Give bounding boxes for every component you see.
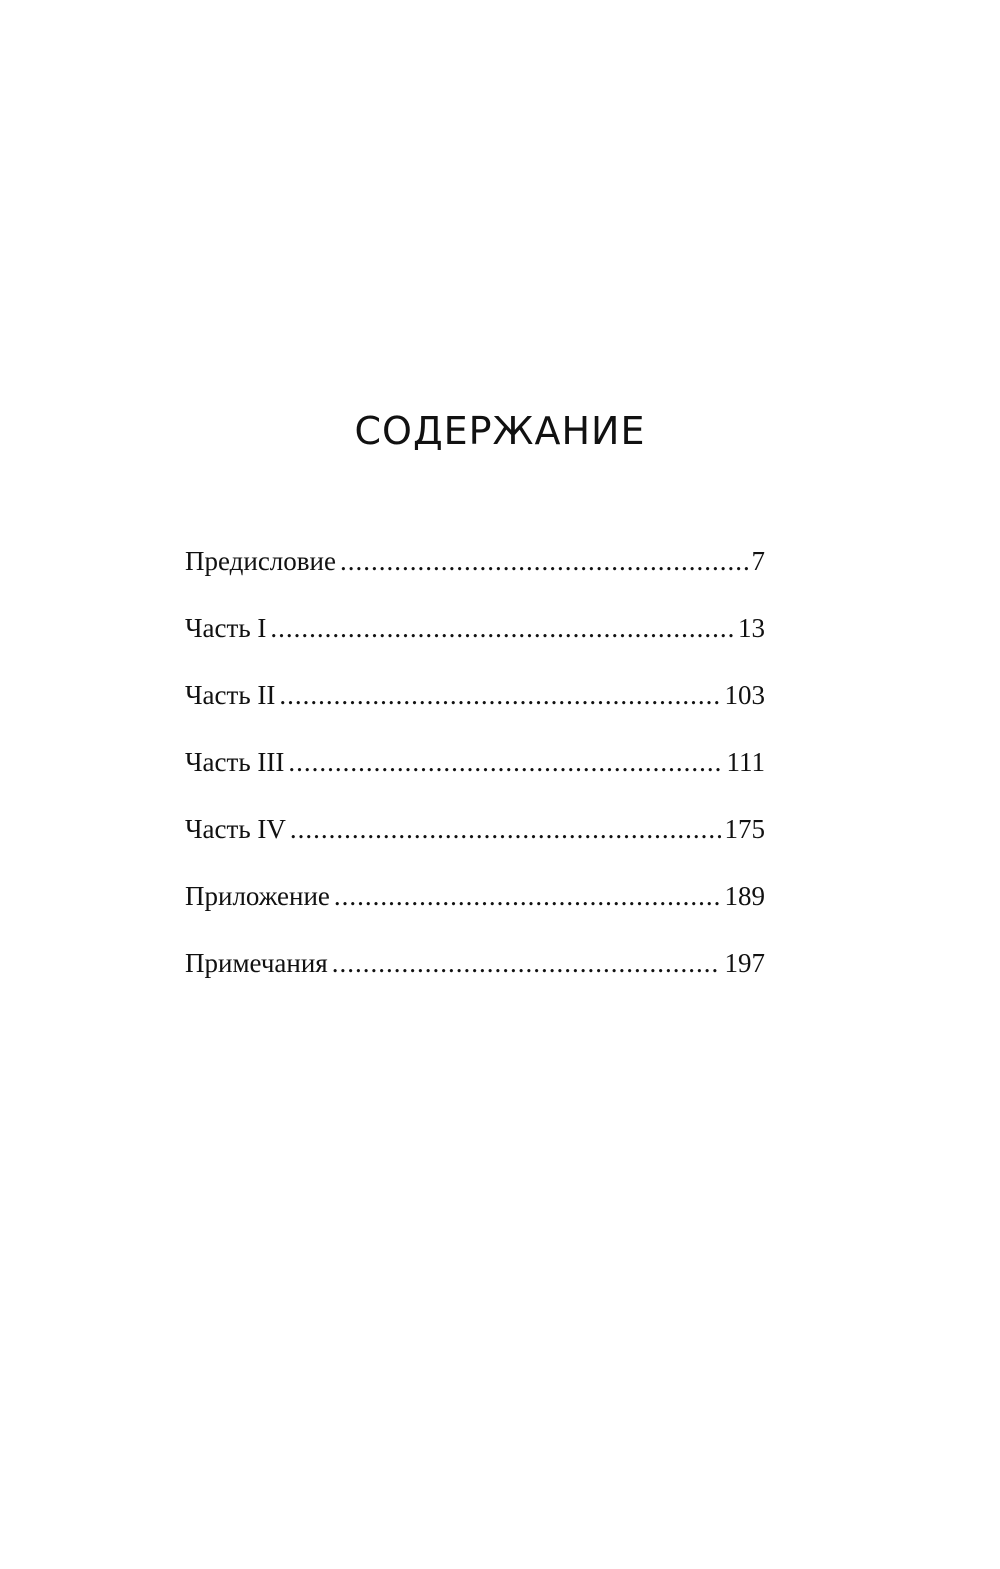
toc-entry-page-number: 197 [724,948,765,978]
toc-entry-page-number: 175 [724,814,765,844]
dot-leader [332,950,721,977]
dot-leader [279,682,720,709]
toc-entry-page-number: 13 [738,613,765,643]
toc-entry-notes [185,950,765,1017]
toc-entry-label: Часть IV [185,814,286,844]
toc-entry-page-number: 7 [751,546,765,576]
toc-entry-appendix [185,883,765,950]
toc-entry-label: Часть I [185,613,267,643]
toc-entry-label: Приложение [185,881,330,911]
toc-title: СОДЕРЖАНИЕ [354,409,646,453]
toc-entry-part-3 [185,749,765,816]
toc-entry-page-number: 189 [724,881,765,911]
dot-leader [340,548,748,575]
toc-entry-part-4 [185,816,765,883]
toc-entry-page-number: 111 [726,747,765,777]
dot-leader [290,816,721,843]
dot-leader [270,615,734,642]
dot-leader [334,883,721,910]
toc-entry-label: Примечания [185,948,328,978]
toc-entry-page-number: 103 [724,680,765,710]
toc-entry-label: Часть III [185,747,285,777]
toc-entry-label: Часть II [185,680,276,710]
toc-entry-part-1 [185,615,765,682]
toc-entry-part-2 [185,682,765,749]
toc-entry-preface [185,548,765,615]
toc-entry-label: Предисловие [185,546,336,576]
table-of-contents [185,548,765,1017]
dot-leader [288,749,722,776]
